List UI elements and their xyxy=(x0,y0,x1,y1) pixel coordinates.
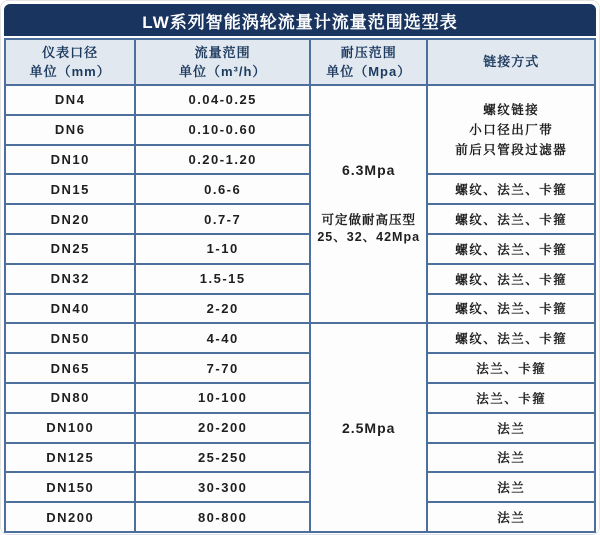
col-header-line: 耐压范围 xyxy=(340,44,397,60)
connection-merged-cell xyxy=(427,85,595,174)
dn-label: DN65 xyxy=(5,353,135,383)
col-header-line: 单位（Mpa） xyxy=(326,64,412,79)
connection-value: 螺纹、法兰、卡箍 xyxy=(427,294,595,324)
table-row xyxy=(5,204,595,234)
col-header-line: 链接方式 xyxy=(483,54,540,70)
connection-value: 螺纹、法兰、卡箍 xyxy=(427,323,595,353)
flow-range-value: 0.10-0.60 xyxy=(135,115,310,145)
table-row xyxy=(5,413,595,443)
table-row xyxy=(5,383,595,413)
col-header-flow-range xyxy=(135,39,310,85)
pressure-cell-25mpa xyxy=(310,323,427,532)
dn-label: DN125 xyxy=(5,443,135,473)
connection-value: 螺纹、法兰、卡箍 xyxy=(427,204,595,234)
dn-label: DN150 xyxy=(5,472,135,502)
pressure-note-line: 可定做耐高压型 xyxy=(321,213,416,228)
table-row xyxy=(5,353,595,383)
flow-range-value: 7-70 xyxy=(135,353,310,383)
flow-range-value: 0.20-1.20 xyxy=(135,145,310,175)
table-row xyxy=(5,264,595,294)
col-header-line: 流量范围 xyxy=(194,44,251,60)
col-header-line: 仪表口径 xyxy=(42,44,99,60)
connection-value: 法兰 xyxy=(427,472,595,502)
col-header-connection xyxy=(427,39,595,85)
dn-label: DN80 xyxy=(5,383,135,413)
table-row xyxy=(5,85,595,115)
connection-value: 螺纹、法兰、卡箍 xyxy=(427,234,595,264)
dn-label: DN40 xyxy=(5,294,135,324)
connection-note xyxy=(428,100,594,160)
connection-value: 螺纹、法兰、卡箍 xyxy=(427,264,595,294)
table-row xyxy=(5,323,595,353)
dn-label: DN20 xyxy=(5,204,135,234)
flow-range-value: 1.5-15 xyxy=(135,264,310,294)
table-row xyxy=(5,234,595,264)
connection-value: 法兰、卡箍 xyxy=(427,353,595,383)
flow-range-value: 4-40 xyxy=(135,323,310,353)
pressure-value: 2.5Mpa xyxy=(341,419,396,436)
flow-range-value: 2-20 xyxy=(135,294,310,324)
connection-note-line: 小口径出厂带 xyxy=(469,122,554,137)
col-header-diameter xyxy=(5,39,135,85)
connection-note-line: 前后只管段过滤器 xyxy=(455,142,568,157)
dn-label: DN15 xyxy=(5,174,135,204)
pressure-note-line: 25、32、42Mpa xyxy=(317,230,421,245)
flow-range-value: 0.6-6 xyxy=(135,174,310,204)
table-row xyxy=(5,174,595,204)
connection-value: 法兰、卡箍 xyxy=(427,383,595,413)
dn-label: DN4 xyxy=(5,85,135,115)
connection-note-line: 螺纹链接 xyxy=(483,102,540,117)
connection-value: 螺纹、法兰、卡箍 xyxy=(427,174,595,204)
col-header-pressure xyxy=(310,39,427,85)
table-row xyxy=(5,502,595,532)
dn-label: DN10 xyxy=(5,145,135,175)
flow-range-value: 10-100 xyxy=(135,383,310,413)
pressure-note xyxy=(311,212,426,246)
connection-value: 法兰 xyxy=(427,413,595,443)
table-title: LW系列智能涡轮流量计流量范围选型表 xyxy=(4,4,596,36)
header-row xyxy=(5,39,595,85)
pressure-cell-63mpa xyxy=(310,85,427,323)
dn-label: DN200 xyxy=(5,502,135,532)
connection-value: 法兰 xyxy=(427,443,595,473)
col-header-line: 单位（m³/h） xyxy=(178,64,267,79)
dn-label: DN25 xyxy=(5,234,135,264)
table-row xyxy=(5,443,595,473)
dn-label: DN50 xyxy=(5,323,135,353)
flow-range-value: 1-10 xyxy=(135,234,310,264)
table-row xyxy=(5,472,595,502)
dn-label: DN6 xyxy=(5,115,135,145)
flowmeter-spec-table xyxy=(4,38,596,533)
flow-range-value: 80-800 xyxy=(135,502,310,532)
flow-range-value: 30-300 xyxy=(135,472,310,502)
table-row xyxy=(5,294,595,324)
dn-label: DN100 xyxy=(5,413,135,443)
flow-range-value: 0.7-7 xyxy=(135,204,310,234)
connection-value: 法兰 xyxy=(427,502,595,532)
flow-range-value: 25-250 xyxy=(135,443,310,473)
pressure-value: 6.3Mpa xyxy=(341,162,396,179)
flow-range-value: 20-200 xyxy=(135,413,310,443)
col-header-line: 单位（mm） xyxy=(29,64,111,79)
dn-label: DN32 xyxy=(5,264,135,294)
flow-range-value: 0.04-0.25 xyxy=(135,85,310,115)
